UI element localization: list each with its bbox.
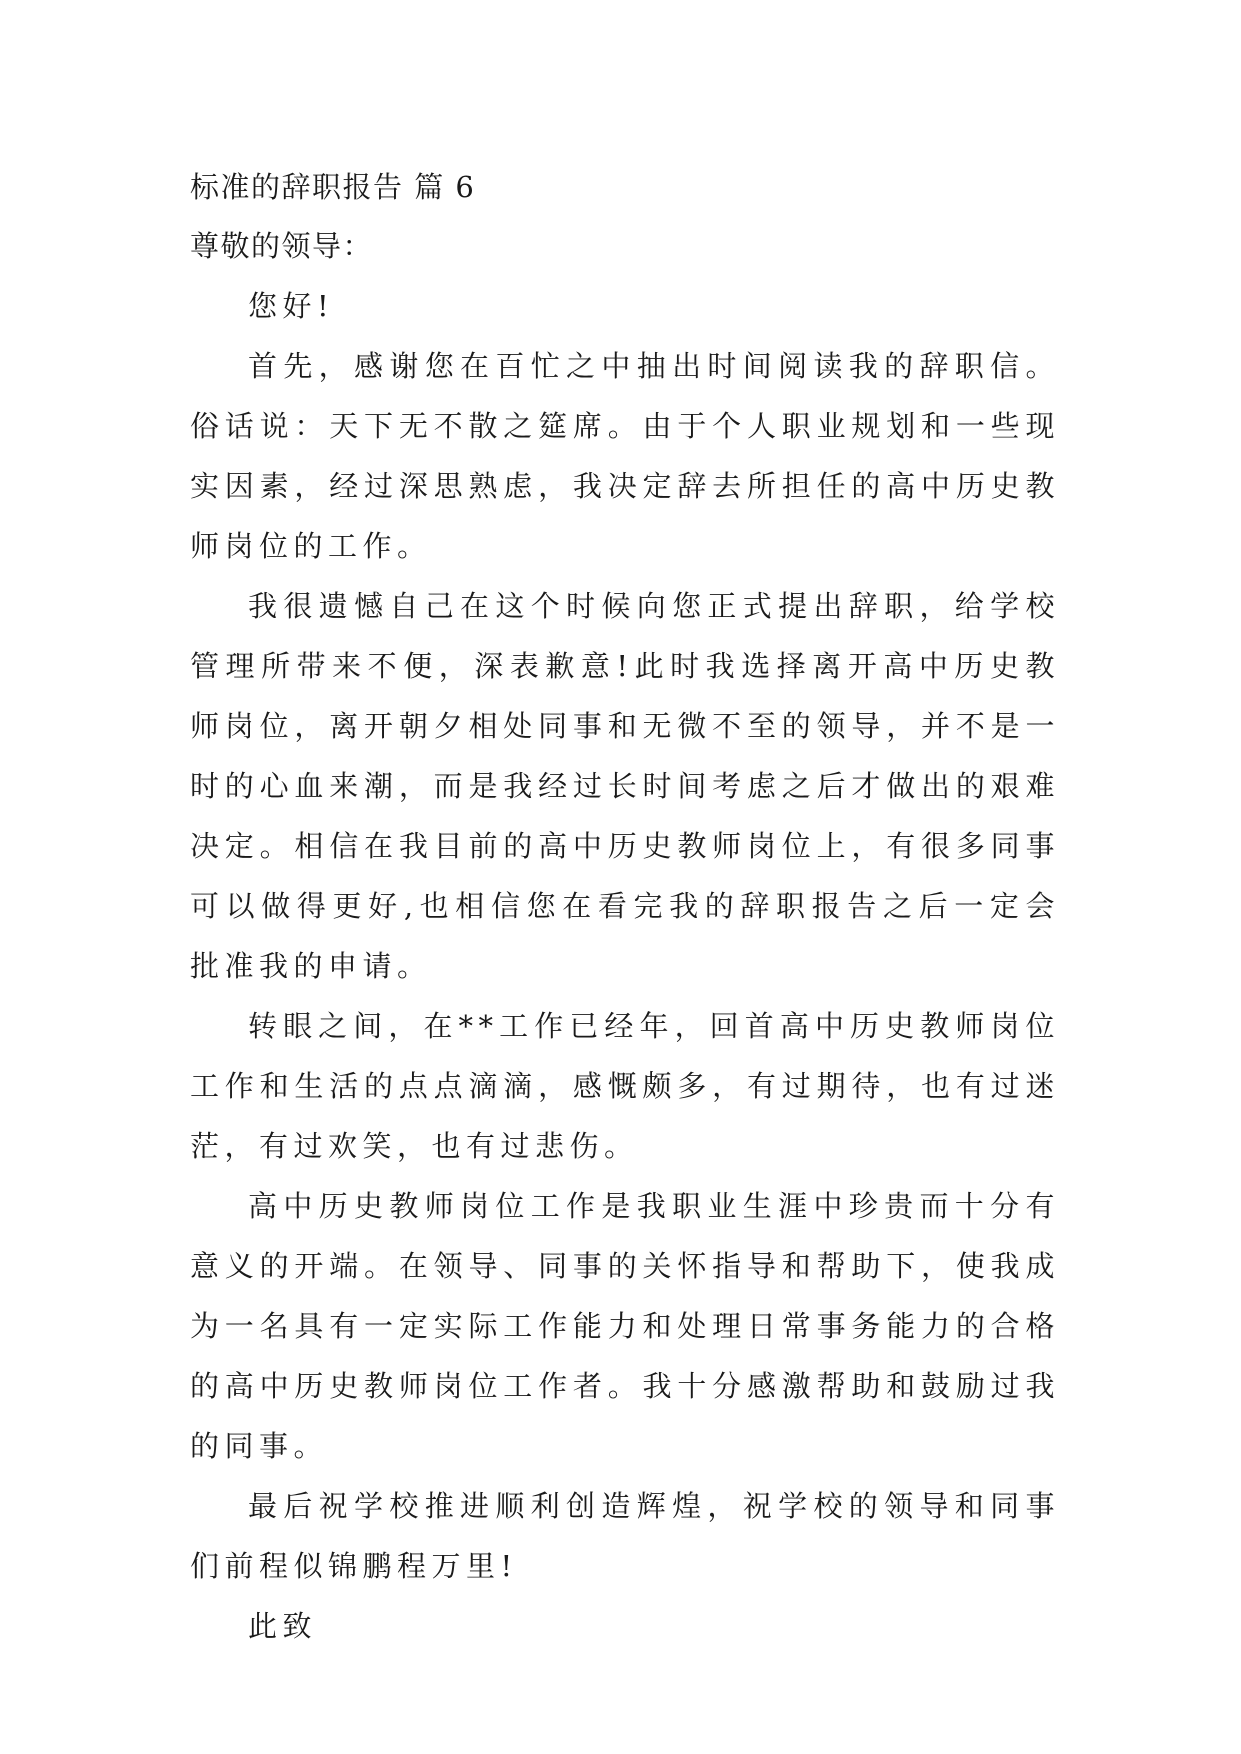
document-title: 标准的辞职报告 篇 6 [190,170,476,204]
body-paragraph: 我很遗憾自己在这个时候向您正式提出辞职，给学校管理所带来不便，深表歉意!此时我选择离开高中历史教师岗位，离开朝夕相处同事和无微不至的领导，并不是一时的心血来潮，而是我经过长时间考虑之后才做出的艰难决定。相信在我目前的高中历史教师岗位上，有很多同事可以做得更好,也相信您在看完我的辞职报告之后一定会批准我的申请。 [190,589,1060,983]
greeting-paragraph: 您好! [248,289,335,323]
body-paragraph: 高中历史教师岗位工作是我职业生涯中珍贵而十分有意义的开端。在领导、同事的关怀指导和帮助下，使我成为一名具有一定实际工作能力和处理日常事务能力的合格的高中历史教师岗位工作者。我十分感激帮助和鼓励过我的同事。 [190,1189,1060,1463]
body-paragraph: 最后祝学校推进顺利创造辉煌，祝学校的领导和同事们前程似锦鹏程万里! [190,1489,1060,1583]
salutation: 尊敬的领导： [190,229,374,263]
body-paragraph: 首先，感谢您在百忙之中抽出时间阅读我的辞职信。俗话说：天下无不散之筵席。由于个人职业规划和一些现实因素，经过深思熟虑，我决定辞去所担任的高中历史教师岗位的工作。 [190,349,1060,563]
body-paragraph: 转眼之间，在**工作已经年，回首高中历史教师岗位工作和生活的点点滴滴，感慨颇多，有过期待，也有过迷茫，有过欢笑，也有过悲伤。 [190,1009,1060,1163]
closing-paragraph: 此致 [248,1609,318,1643]
document-body [190,158,1060,1656]
